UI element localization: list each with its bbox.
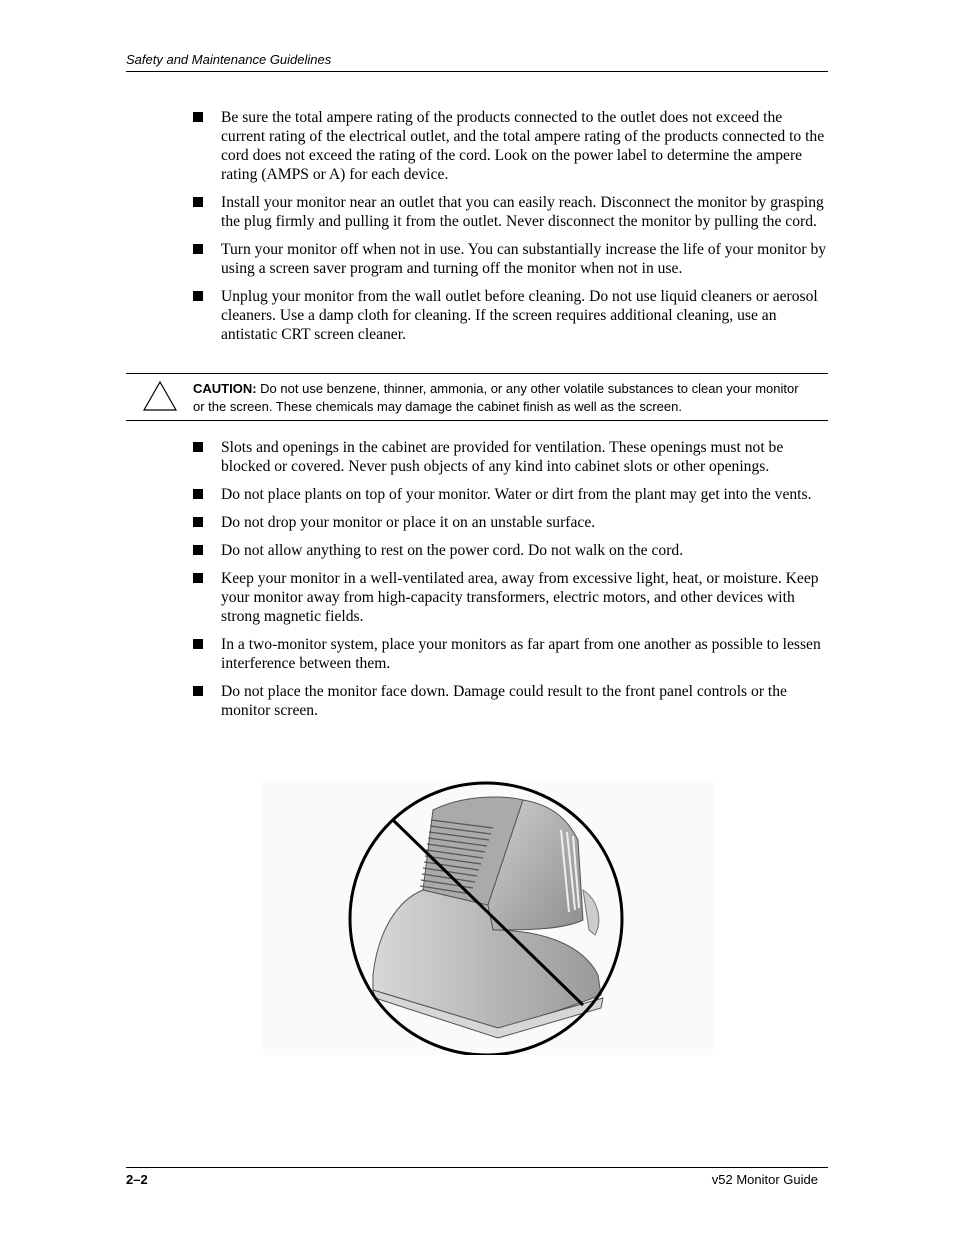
caution-text bbox=[193, 380, 813, 416]
list-item bbox=[193, 193, 829, 231]
list-item bbox=[193, 682, 829, 720]
square-bullet-icon bbox=[193, 573, 203, 583]
list-item bbox=[193, 541, 829, 560]
list-item bbox=[193, 513, 829, 532]
square-bullet-icon bbox=[193, 639, 203, 649]
list-item-text: Do not allow anything to rest on the power cord. Do not walk on the cord. bbox=[221, 542, 684, 559]
list-item bbox=[193, 287, 829, 344]
list-item-text: Turn your monitor off when not in use. You can substantially increase the life of your monitor by using a screen saver program and turning off the monitor when not in use. bbox=[221, 241, 827, 277]
bullet-list-top bbox=[193, 108, 829, 353]
square-bullet-icon bbox=[193, 244, 203, 254]
list-item-text: Do not place plants on top of your monitor. Water or dirt from the plant may get into the vents. bbox=[221, 486, 812, 503]
list-item bbox=[193, 108, 829, 184]
warning-triangle-icon bbox=[142, 380, 178, 412]
caution-label: CAUTION: bbox=[193, 381, 257, 396]
list-item-text: Do not place the monitor face down. Damage could result to the front panel controls or the monitor screen. bbox=[221, 683, 787, 719]
list-item-text: Keep your monitor in a well-ventilated area, away from excessive light, heat, or moisture. Keep your monitor away from high-capacity transformers, electric motors, and other devices with strong magnetic fields. bbox=[221, 570, 819, 625]
square-bullet-icon bbox=[193, 489, 203, 499]
document-title: v52 Monitor Guide bbox=[711, 1172, 818, 1187]
square-bullet-icon bbox=[193, 545, 203, 555]
square-bullet-icon bbox=[193, 442, 203, 452]
list-item-text: In a two-monitor system, place your monitors as far apart from one another as possible to lessen interference between them. bbox=[221, 636, 821, 672]
square-bullet-icon bbox=[193, 291, 203, 301]
caution-body: Do not use benzene, thinner, ammonia, or any other volatile substances to clean your monitor or the screen. These chemicals may damage the cabinet finish as well as the screen. bbox=[193, 381, 799, 414]
caution-notice bbox=[126, 373, 828, 421]
square-bullet-icon bbox=[193, 197, 203, 207]
list-item bbox=[193, 240, 829, 278]
list-item bbox=[193, 635, 829, 673]
running-header: Safety and Maintenance Guidelines bbox=[126, 52, 828, 72]
page-number: 2–2 bbox=[126, 1172, 148, 1187]
list-item-text: Do not drop your monitor or place it on an unstable surface. bbox=[221, 514, 596, 531]
list-item bbox=[193, 485, 829, 504]
monitor-face-down-prohibited-illustration bbox=[263, 780, 713, 1055]
bullet-list-bottom bbox=[193, 438, 829, 729]
list-item bbox=[193, 438, 829, 476]
square-bullet-icon bbox=[193, 686, 203, 696]
square-bullet-icon bbox=[193, 112, 203, 122]
page-footer bbox=[126, 1167, 828, 1187]
list-item bbox=[193, 569, 829, 626]
list-item-text: Unplug your monitor from the wall outlet before cleaning. Do not use liquid cleaners or aerosol cleaners. Use a damp cloth for cleaning. If the screen requires additional cleaning, use an antistatic CRT screen cleaner. bbox=[221, 288, 818, 343]
list-item-text: Slots and openings in the cabinet are provided for ventilation. These openings must not be blocked or covered. Never push objects of any kind into cabinet slots or other openings. bbox=[221, 439, 784, 475]
list-item-text: Install your monitor near an outlet that you can easily reach. Disconnect the monitor by grasping the plug firmly and pulling it from the outlet. Never disconnect the monitor by pulling the cord. bbox=[221, 194, 824, 230]
list-item-text: Be sure the total ampere rating of the products connected to the outlet does not exceed the current rating of the electrical outlet, and the total ampere rating of the products connected to the cord does not exceed the rating of the cord. Look on the power label to determine the ampere rating (AMPS or A) for each device. bbox=[221, 109, 825, 183]
square-bullet-icon bbox=[193, 517, 203, 527]
